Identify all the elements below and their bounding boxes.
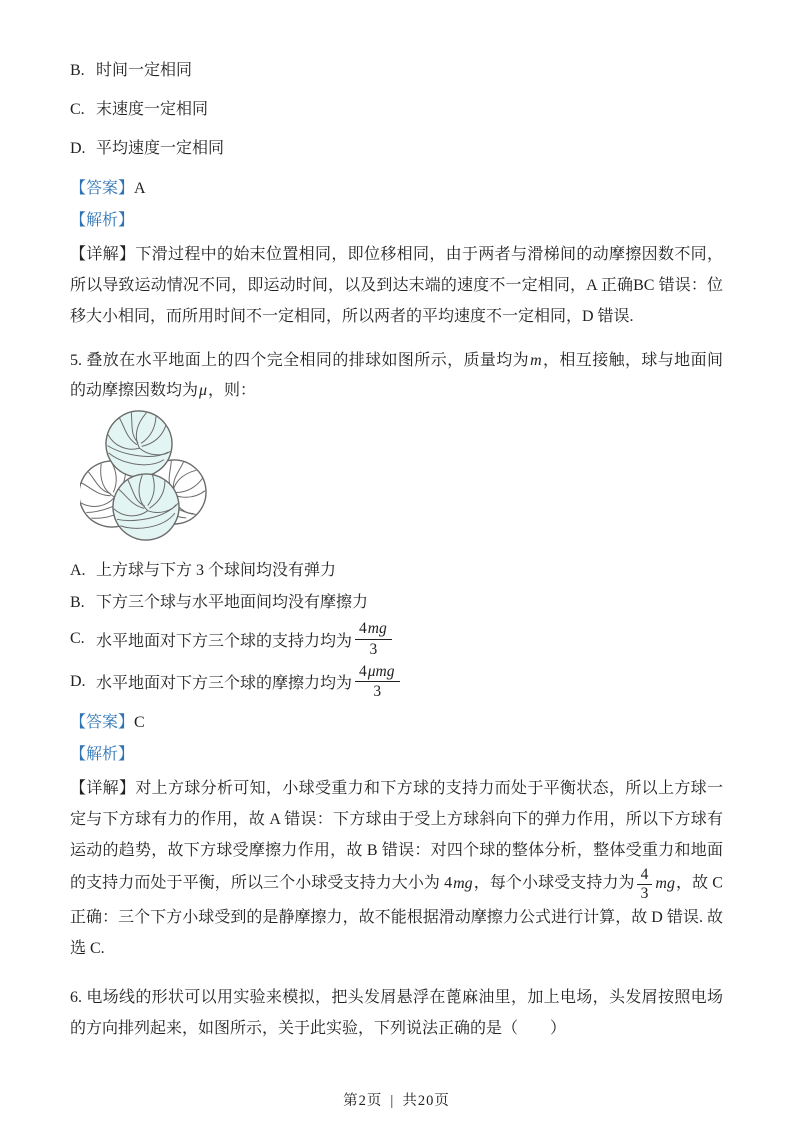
fraction-numerator: 4mg <box>355 620 392 640</box>
option-text: 下方三个球与水平地面间均没有摩擦力 <box>96 594 369 611</box>
fraction <box>355 663 399 702</box>
fraction-numerator: 4μmg <box>355 663 399 683</box>
answer-value: A <box>134 180 146 197</box>
option-key: A. <box>70 562 86 579</box>
option-key: C. <box>70 101 85 118</box>
q5-option-a <box>70 562 723 580</box>
q5-detail-paragraph <box>70 773 723 964</box>
variable-mu: μ <box>199 382 208 399</box>
analysis-label: 【解析】 <box>70 212 135 229</box>
detail-text: 下滑过程中的始末位置相同，即位移相同，由于两者与滑梯间的动摩擦因数不同，所以导致运动情况不同，即运动时间，以及到达末端的速度不一定相同，A 正确BC 错误：位移大小相同，而所用时间不一定相同，所以两者的平均速度不一定相同，D 错误. <box>70 246 723 325</box>
q4-option-d <box>70 140 723 158</box>
q4-option-c <box>70 101 723 119</box>
total-pages: 共20页 <box>402 1093 450 1109</box>
q5-analysis-row <box>70 745 723 765</box>
option-text: 平均速度一定相同 <box>96 140 225 157</box>
q4-answer-row <box>70 179 723 199</box>
q6-stem <box>70 982 723 1044</box>
q4-analysis-row <box>70 211 723 231</box>
answer-label: 【答案】 <box>70 180 135 197</box>
fraction <box>355 620 392 659</box>
detail-label: 【详解】 <box>70 780 136 798</box>
page-footer <box>0 1089 793 1110</box>
q5-option-c <box>70 620 723 659</box>
fraction-denominator: 3 <box>640 885 649 903</box>
answer-label: 【答案】 <box>70 714 135 732</box>
option-text: 水平地面对下方三个球的支持力均为 <box>96 632 353 650</box>
q5-answer-row <box>70 713 723 733</box>
detail-text: 对上方球分析可知，小球受重力和下方球的支持力而处于平衡状态，所以上方球一定与下方球有力的作用，故 A 错误：下方球由于受上方球斜向下的弹力作用，所以下方球有运动的趋势，故下方球受摩擦力作用，故 B 错误：对四个球的整体分析，整体受重力和地面的支持力而处于平衡，所以三个小球受支持力大小为 4 <box>70 780 723 892</box>
option-key: B. <box>70 594 85 611</box>
option-text: 末速度一定相同 <box>96 101 209 118</box>
q5-option-d <box>70 663 723 702</box>
detail-text: ，故 C 正确：三个下方小球受到的是静摩擦力，故不能根据滑动摩擦力公式进行计算，故 D 错误. 故选 C. <box>70 874 723 958</box>
q5-number: 5. <box>70 352 82 369</box>
q5-stem <box>70 346 723 406</box>
fraction-numerator: 4 <box>637 866 653 885</box>
option-key: D. <box>70 672 86 690</box>
option-text: 水平地面对下方三个球的摩擦力均为 <box>96 675 353 693</box>
analysis-label: 【解析】 <box>70 746 135 764</box>
q5-stem-text: ，相互接触，球与地面间的动摩擦因数均为 <box>70 352 723 399</box>
option-text: 时间一定相同 <box>96 62 193 79</box>
detail-label: 【详解】 <box>70 246 136 263</box>
q5-stem-text: ，则： <box>208 382 257 399</box>
footer-separator: | <box>390 1093 395 1109</box>
detail-text: ，每个小球受支持力为 <box>473 874 635 892</box>
fraction-denominator: 3 <box>373 683 382 701</box>
fraction-denominator: 3 <box>369 640 378 658</box>
option-key: D. <box>70 140 86 157</box>
variable-m: m <box>530 352 542 369</box>
volleyballs-figure <box>80 410 723 546</box>
variable-mg: mg <box>655 874 675 892</box>
volleyballs-image <box>80 410 212 544</box>
fraction <box>637 866 653 902</box>
q6-number: 6. <box>70 989 82 1007</box>
q5-option-b <box>70 594 723 612</box>
option-key: B. <box>70 62 85 79</box>
q5-stem-text: 叠放在水平地面上的四个完全相同的排球如图所示，质量均为 <box>82 352 530 369</box>
answer-value: C <box>134 714 145 732</box>
option-key: C. <box>70 630 85 648</box>
q4-option-b <box>70 62 723 80</box>
option-text: 上方球与下方 3 个球间均没有弹力 <box>96 562 337 579</box>
q4-detail-paragraph <box>70 239 723 332</box>
page-number: 第2页 <box>343 1093 383 1109</box>
variable-mg: mg <box>453 874 473 892</box>
q6-stem-text: 电场线的形状可以用实验来模拟，把头发屑悬浮在蓖麻油里，加上电场，头发屑按照电场的方向排列起来，如图所示，关于此实验，下列说法正确的是（ ） <box>70 989 723 1038</box>
